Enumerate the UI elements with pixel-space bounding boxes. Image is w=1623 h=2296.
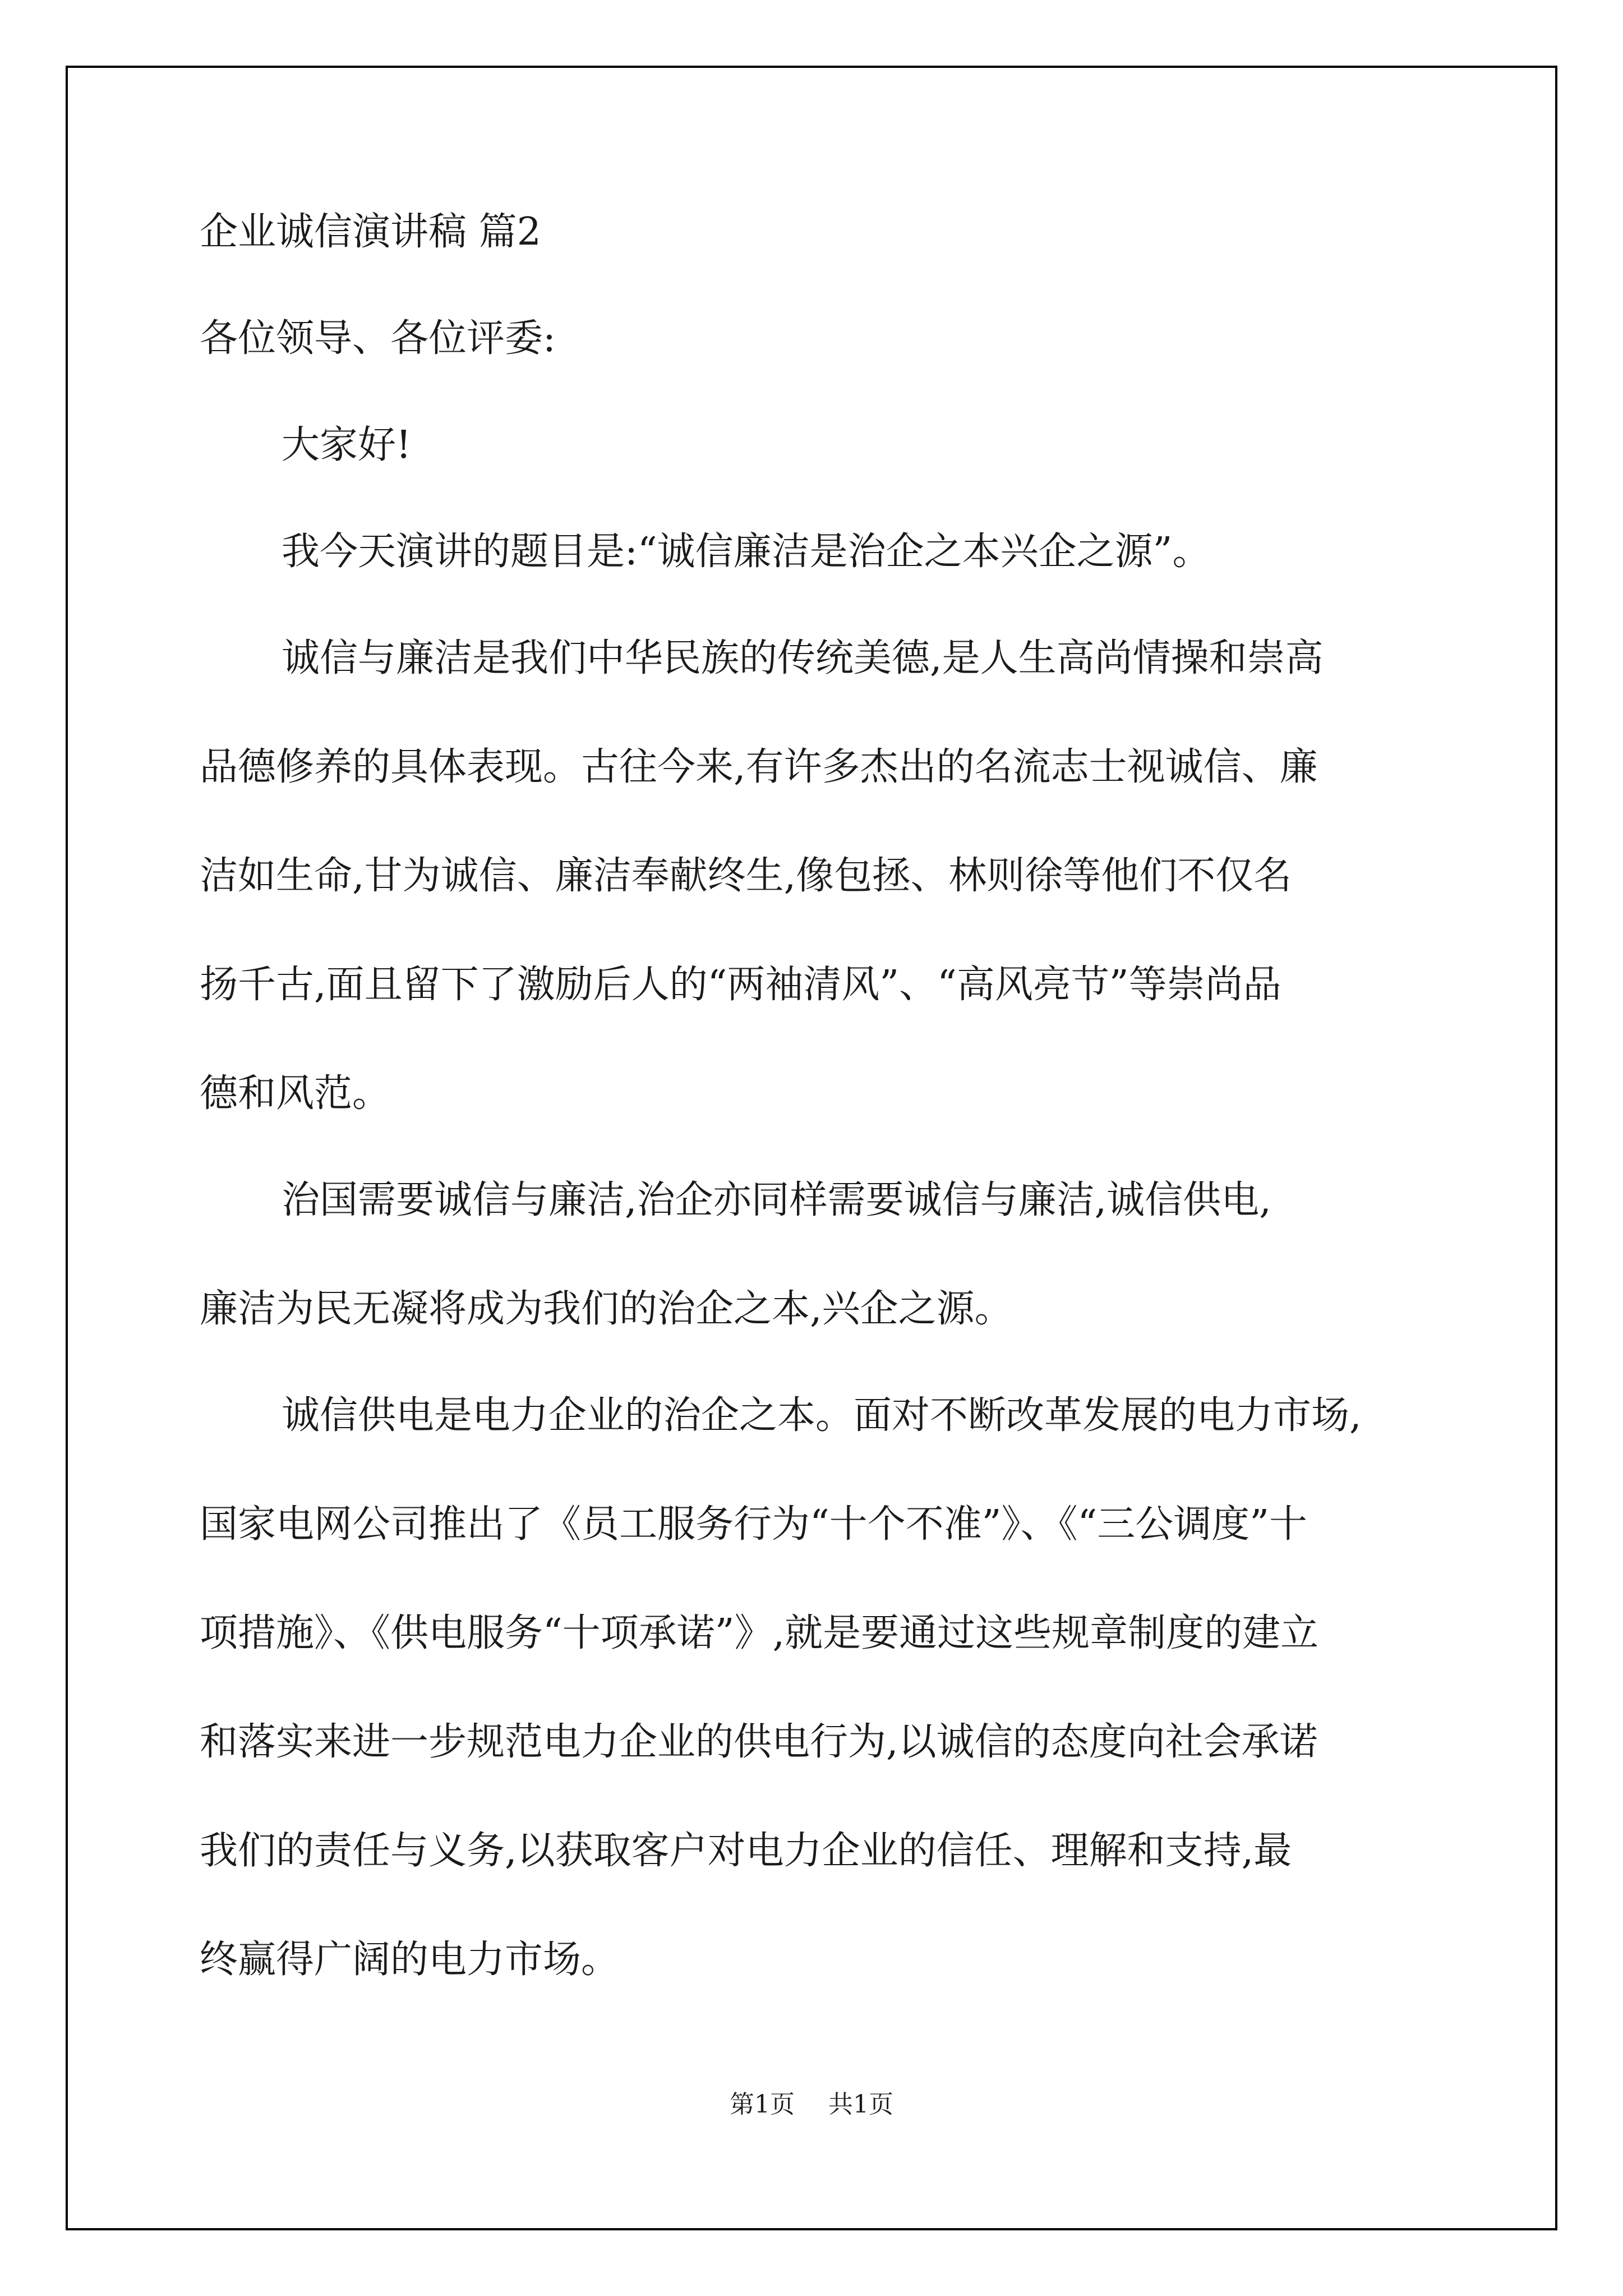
speech-topic: 我今天演讲的题目是:“诚信廉洁是治企之本兴企之源”。 <box>282 530 1211 574</box>
page-number: 第1页 <box>730 2090 795 2119</box>
paragraph-line: 廉洁为民无凝将成为我们的治企之本,兴企之源。 <box>200 1287 1013 1331</box>
paragraph-line: 和落实来进一步规范电力企业的供电行为,以诚信的态度向社会承诺 <box>200 1720 1318 1764</box>
salutation: 各位领导、各位评委: <box>200 316 556 361</box>
paragraph-line: 品德修养的具体表现。古往今来,有许多杰出的名流志士视诚信、廉 <box>200 745 1318 789</box>
paragraph-line: 项措施》、《供电服务“十项承诺”》,就是要通过这些规章制度的建立 <box>200 1611 1319 1655</box>
paragraph-line: 我们的责任与义务,以获取客户对电力企业的信任、理解和支持,最 <box>200 1829 1292 1873</box>
page-total: 共1页 <box>828 2090 893 2119</box>
greeting: 大家好! <box>282 423 412 467</box>
paragraph-line: 终赢得广阔的电力市场。 <box>200 1938 620 1982</box>
document-title: 企业诚信演讲稿 篇2 <box>200 210 541 254</box>
paragraph-line: 德和风范。 <box>200 1071 391 1116</box>
paragraph-line: 治国需要诚信与廉洁,治企亦同样需要诚信与廉洁,诚信供电, <box>282 1178 1271 1222</box>
paragraph-line: 洁如生命,甘为诚信、廉洁奉献终生,像包拯、林则徐等他们不仅名 <box>200 854 1292 898</box>
paragraph-3 <box>200 1393 1433 1982</box>
page-footer <box>0 2092 1623 2117</box>
paragraph-line: 国家电网公司推出了《员工服务行为“十个不准”》、《“三公调度”十 <box>200 1502 1308 1547</box>
document-body <box>200 210 1433 1982</box>
paragraph-2 <box>200 1178 1433 1331</box>
paragraph-1 <box>200 636 1433 1116</box>
paragraph-line: 诚信与廉洁是我们中华民族的传统美德,是人生高尚情操和崇高 <box>282 636 1324 680</box>
paragraph-line: 扬千古,面且留下了激励后人的“两袖清风”、“高风亮节”等崇尚品 <box>200 963 1281 1007</box>
paragraph-line: 诚信供电是电力企业的治企之本。面对不断改革发展的电力市场, <box>282 1393 1362 1438</box>
